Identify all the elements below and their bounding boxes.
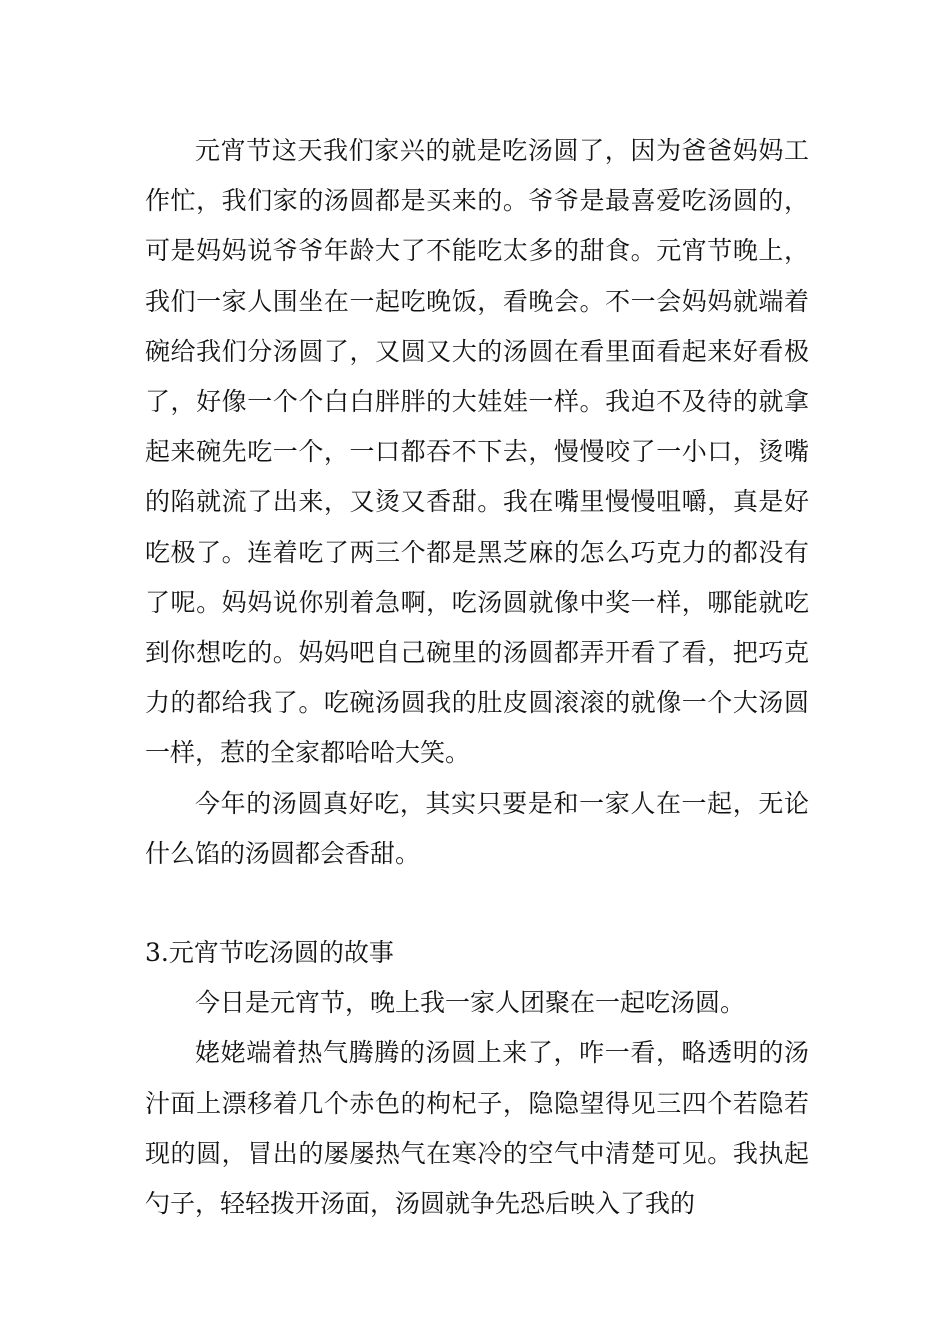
body-paragraph: 姥姥端着热气腾腾的汤圆上来了，咋一看，略透明的汤汁面上漂移着几个赤色的枸杞子，隐隐望得见三四个若隐若现的圆，冒出的屡屡热气在寒冷的空气中清楚可见。我执起勺子，轻轻拨开汤面，汤圆就争先恐后映入了我的	[145, 1038, 809, 1219]
section-heading: 3.元宵节吃汤圆的故事	[145, 938, 394, 968]
body-paragraph: 今日是元宵节，晚上我一家人团聚在一起吃汤圆。	[195, 988, 746, 1018]
document-page	[145, 126, 809, 1229]
body-paragraph: 今年的汤圆真好吃，其实只要是和一家人在一起，无论什么馅的汤圆都会香甜。	[145, 788, 809, 868]
paragraph-spacer	[145, 879, 809, 928]
body-paragraph: 元宵节这天我们家兴的就是吃汤圆了，因为爸爸妈妈工作忙，我们家的汤圆都是买来的。爷爷是最喜爱吃汤圆的，可是妈妈说爷爷年龄大了不能吃太多的甜食。元宵节晚上，我们一家人围坐在一起吃晚饭，看晚会。不一会妈妈就端着碗给我们分汤圆了，又圆又大的汤圆在看里面看起来好看极了，好像一个个白白胖胖的大娃娃一样。我迫不及待的就拿起来碗先吃一个，一口都吞不下去，慢慢咬了一小口，烫嘴的陷就流了出来，又烫又香甜。我在嘴里慢慢咀嚼，真是好吃极了。连着吃了两三个都是黑芝麻的怎么巧克力的都没有了呢。妈妈说你别着急啊，吃汤圆就像中奖一样，哪能就吃到你想吃的。妈妈吧自己碗里的汤圆都弄开看了看，把巧克力的都给我了。吃碗汤圆我的肚皮圆滚滚的就像一个大汤圆一样，惹的全家都哈哈大笑。	[145, 136, 809, 768]
